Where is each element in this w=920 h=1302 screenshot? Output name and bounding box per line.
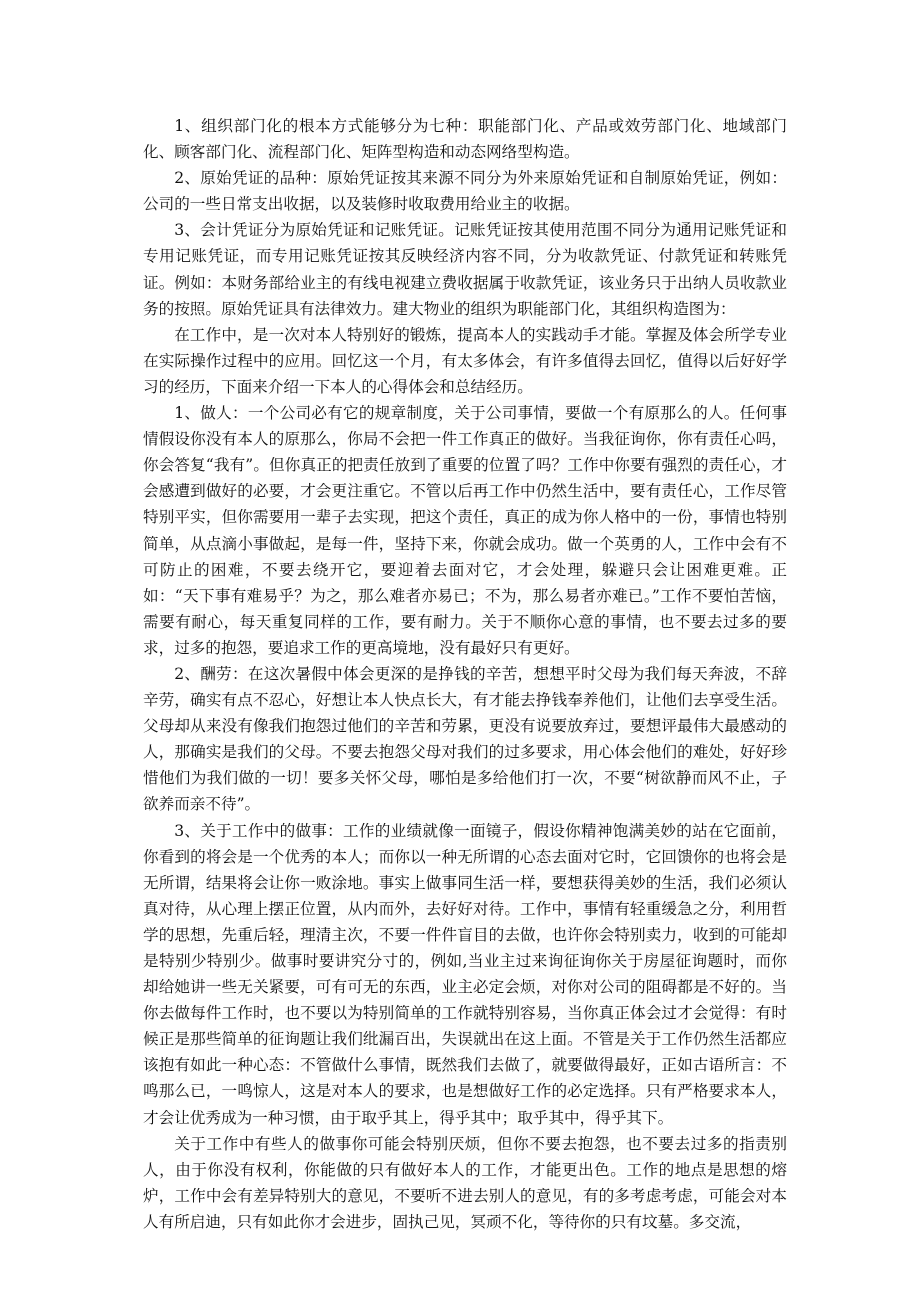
paragraph-8: 关于工作中有些人的做事你可能会特别厌烦，但你不要去抱怨，也不要去过多的指责别人，由于你没有权利，你能做的只有做好本人的工作，才能更出色。工作的地点是思想的熔炉，工作中会有差异特别大的意见，不要听不进去别人的意见，有的多考虑考虑，可能会对本人有所启迪，只有如此你才会进步，固执己见，冥顽不化，等待你的只有坟墓。多交流， [143,1134,787,1231]
paragraph-4: 在工作中，是一次对本人特别好的锻炼，提高本人的实践动手才能。掌握及体会所学专业在实际操作过程中的应用。回忆这一个月，有太多体会，有许多值得去回忆，值得以后好好学习的经历，下面来介绍一下本人的心得体会和总结经历。 [143,325,787,396]
paragraph-7: 3、关于工作中的做事：工作的业绩就像一面镜子，假设你精神饱满美妙的站在它面前，你看到的将会是一个优秀的本人；而你以一种无所谓的心态去面对它时，它回馈你的也将会是无所谓，结果将会让你一败涂地。事实上做事同生活一样，要想获得美妙的生活，我们必须认真对待，从心理上摆正位置，从内而外，去好好对待。工作中，事情有轻重缓急之分，利用哲学的思想，先重后轻，理清主次，不要一件件盲目的去做，也许你会特别卖力，收到的可能却是特别少特别少。做事时要讲究分寸的，例如,当业主过来询征询你关于房屋征询题时，而你却给她讲一些无关紧要，可有可无的东西，业主必定会烦，对你对公司的阻碍都是不好的。当你去做每件工作时，也不要以为特别简单的工作就特别容易，当你真正体会过才会觉得：有时候正是那些简单的征询题让我们纰漏百出，失误就出在这上面。不管是关于工作仍然生活都应该抱有如此一种心态：不管做什么事情，既然我们去做了，就要做得最好，正如古语所言：不鸣那么已，一鸣惊人，这是对本人的要求，也是想做好工作的必定选择。只有严格要求本人，才会让优秀成为一种习惯，由于取乎其上，得乎其中；取乎其中，得乎其下。 [143,821,787,1127]
paragraph-3: 3、会计凭证分为原始凭证和记账凭证。记账凭证按其使用范围不同分为通用记账凭证和专用记账凭证，而专用记账凭证按其反映经济内容不同，分为收款凭证、付款凭证和转账凭证。例如：本财务部给业主的有线电视建立费收据属于收款凭证，该业务只于出纳人员收款业务的按照。原始凭证具有法律效力。建大物业的组织为职能部门化，其组织构造图为： [143,221,787,318]
document-body [143,113,787,1235]
paragraph-2: 2、原始凭证的品种：原始凭证按其来源不同分为外来原始凭证和自制原始凭证，例如：公司的一些日常支出收据，以及装修时收取费用给业主的收据。 [143,169,787,214]
paragraph-5: 1、做人：一个公司必有它的规章制度，关于公司事情，要做一个有原那么的人。任何事情假设你没有本人的原那么，你局不会把一件工作真正的做好。当我征询你，你有责任心吗，你会答复“我有”。但你真正的把责任放到了重要的位置了吗？工作中你要有强烈的责任心，才会感遭到做好的必要，才会更注重它。不管以后再工作中仍然生活中，要有责任心，工作尽管特别平实，但你需要用一辈子去实现，把这个责任，真正的成为你人格中的一份，事情也特别简单，从点滴小事做起，是每一件，坚持下来，你就会成功。做一个英勇的人，工作中会有不可防止的困难，不要去绕开它，要迎着去面对它，才会处理，躲避只会让困难更难。正如：“天下事有难易乎？为之，那么难者亦易已；不为，那么易者亦难已。”工作不要怕苦恼，需要有耐心，每天重复同样的工作，要有耐力。关于不顺你心意的事情，也不要去过多的要求，过多的抱怨，要追求工作的更高境地，没有最好只有更好。 [143,404,787,657]
paragraph-1: 1、组织部门化的根本方式能够分为七种：职能部门化、产品或效劳部门化、地域部门化、顾客部门化、流程部门化、矩阵型构造和动态网络型构造。 [143,117,787,162]
paragraph-6: 2、酬劳：在这次暑假中体会更深的是挣钱的辛苦，想想平时父母为我们每天奔波，不辞辛劳，确实有点不忍心，好想让本人快点长大，有才能去挣钱奉养他们，让他们去享受生活。父母却从来没有像我们抱怨过他们的辛苦和劳累，更没有说要放弃过，要想评最伟大最感动的人，那确实是我们的父母。不要去抱怨父母对我们的过多要求，用心体会他们的难处，好好珍惜他们为我们做的一切！要多关怀父母，哪怕是多给他们打一次，不要“树欲静而风不止，子欲养而亲不待”。 [143,664,787,814]
